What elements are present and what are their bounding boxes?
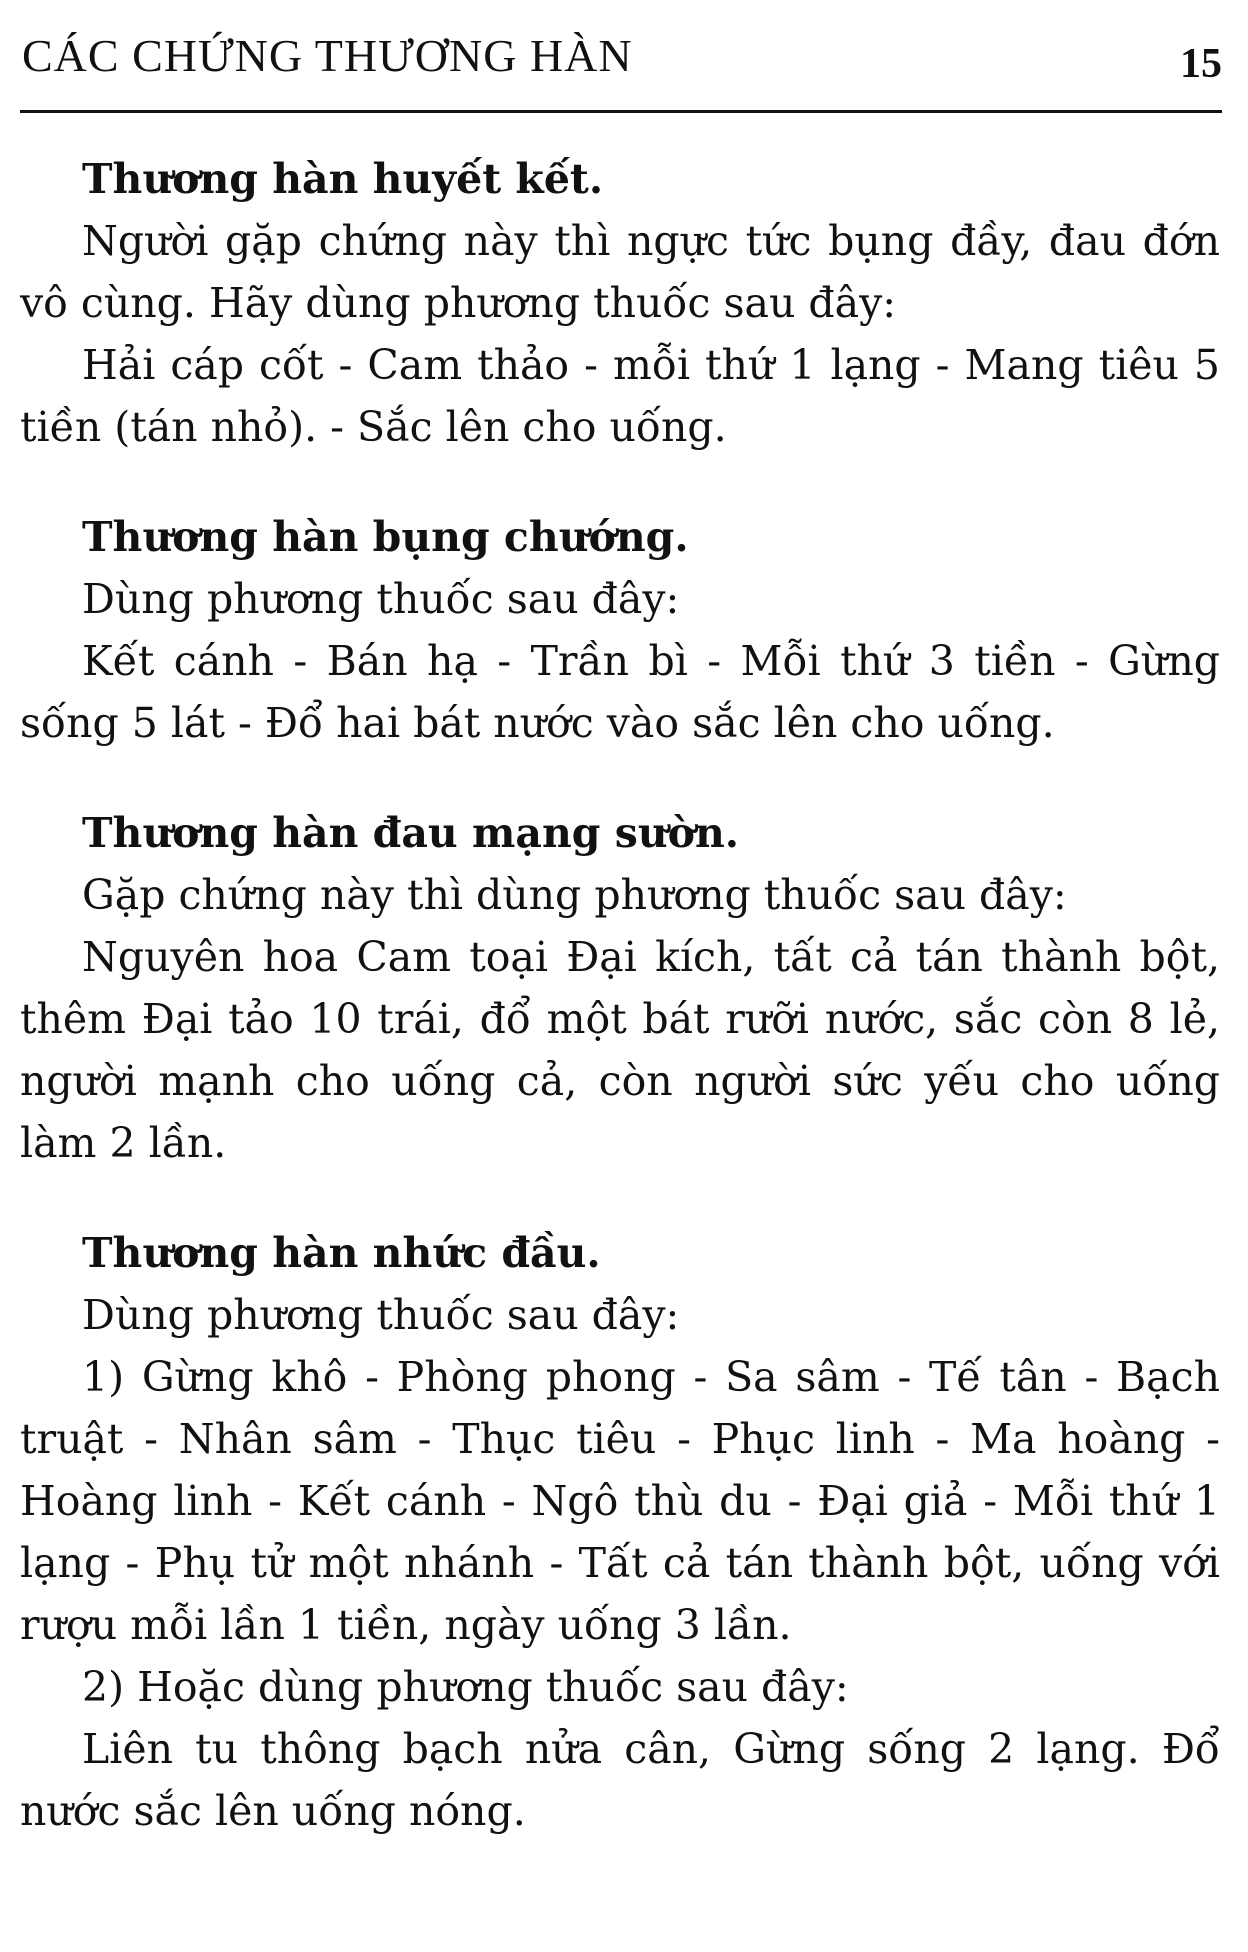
section-heading: Thương hàn bụng chướng. — [82, 513, 689, 561]
section-heading: Thương hàn nhức đầu. — [82, 1229, 601, 1277]
section-bung-chuong — [20, 506, 1220, 754]
paragraph: 2) Hoặc dùng phương thuốc sau đây: — [82, 1663, 849, 1711]
section-dau-mang-suon — [20, 802, 1220, 1174]
chapter-title: CÁC CHỨNG THƯƠNG HÀN — [22, 30, 633, 81]
paragraph: Dùng phương thuốc sau đây: — [82, 575, 680, 623]
paragraph: Liên tu thông bạch nửa cân, Gừng sống 2 lạng. Đổ nước sắc lên uống nóng. — [20, 1725, 1220, 1835]
section-huyet-ket — [20, 148, 1220, 458]
paragraph: Dùng phương thuốc sau đây: — [82, 1291, 680, 1339]
paragraph: Gặp chứng này thì dùng phương thuốc sau đây: — [82, 871, 1067, 919]
paragraph: Kết cánh - Bán hạ - Trần bì - Mỗi thứ 3 tiền - Gừng sống 5 lát - Đổ hai bát nước vào sắc lên cho uống. — [20, 637, 1220, 747]
paragraph: Hải cáp cốt - Cam thảo - mỗi thứ 1 lạng - Mang tiêu 5 tiền (tán nhỏ). - Sắc lên cho uống. — [20, 341, 1220, 451]
paragraph: Người gặp chứng này thì ngực tức bụng đầy, đau đớn vô cùng. Hãy dùng phương thuốc sau đây: — [20, 217, 1220, 327]
section-heading: Thương hàn huyết kết. — [82, 155, 604, 203]
section-nhuc-dau — [20, 1222, 1220, 1842]
page-number: 15 — [1180, 41, 1222, 87]
header-divider — [20, 110, 1222, 113]
page-body — [20, 148, 1220, 1842]
paragraph: Nguyên hoa Cam toại Đại kích, tất cả tán thành bột, thêm Đại tảo 10 trái, đổ một bát rưỡi nước, sắc còn 8 lẻ, người mạnh cho uống cả, còn người sức yếu cho uống làm 2 lần. — [20, 933, 1220, 1167]
paragraph: 1) Gừng khô - Phòng phong - Sa sâm - Tế tân - Bạch truật - Nhân sâm - Thục tiêu - Phục linh - Ma hoàng - Hoàng linh - Kết cánh - Ngô thù du - Đại giả - Mỗi thứ 1 lạng - Phụ tử một nhánh - Tất cả tán thành bột, uống với rượu mỗi lần 1 tiền, ngày uống 3 lần. — [20, 1353, 1220, 1649]
section-heading: Thương hàn đau mạng sườn. — [82, 809, 740, 857]
running-header — [22, 24, 1222, 88]
